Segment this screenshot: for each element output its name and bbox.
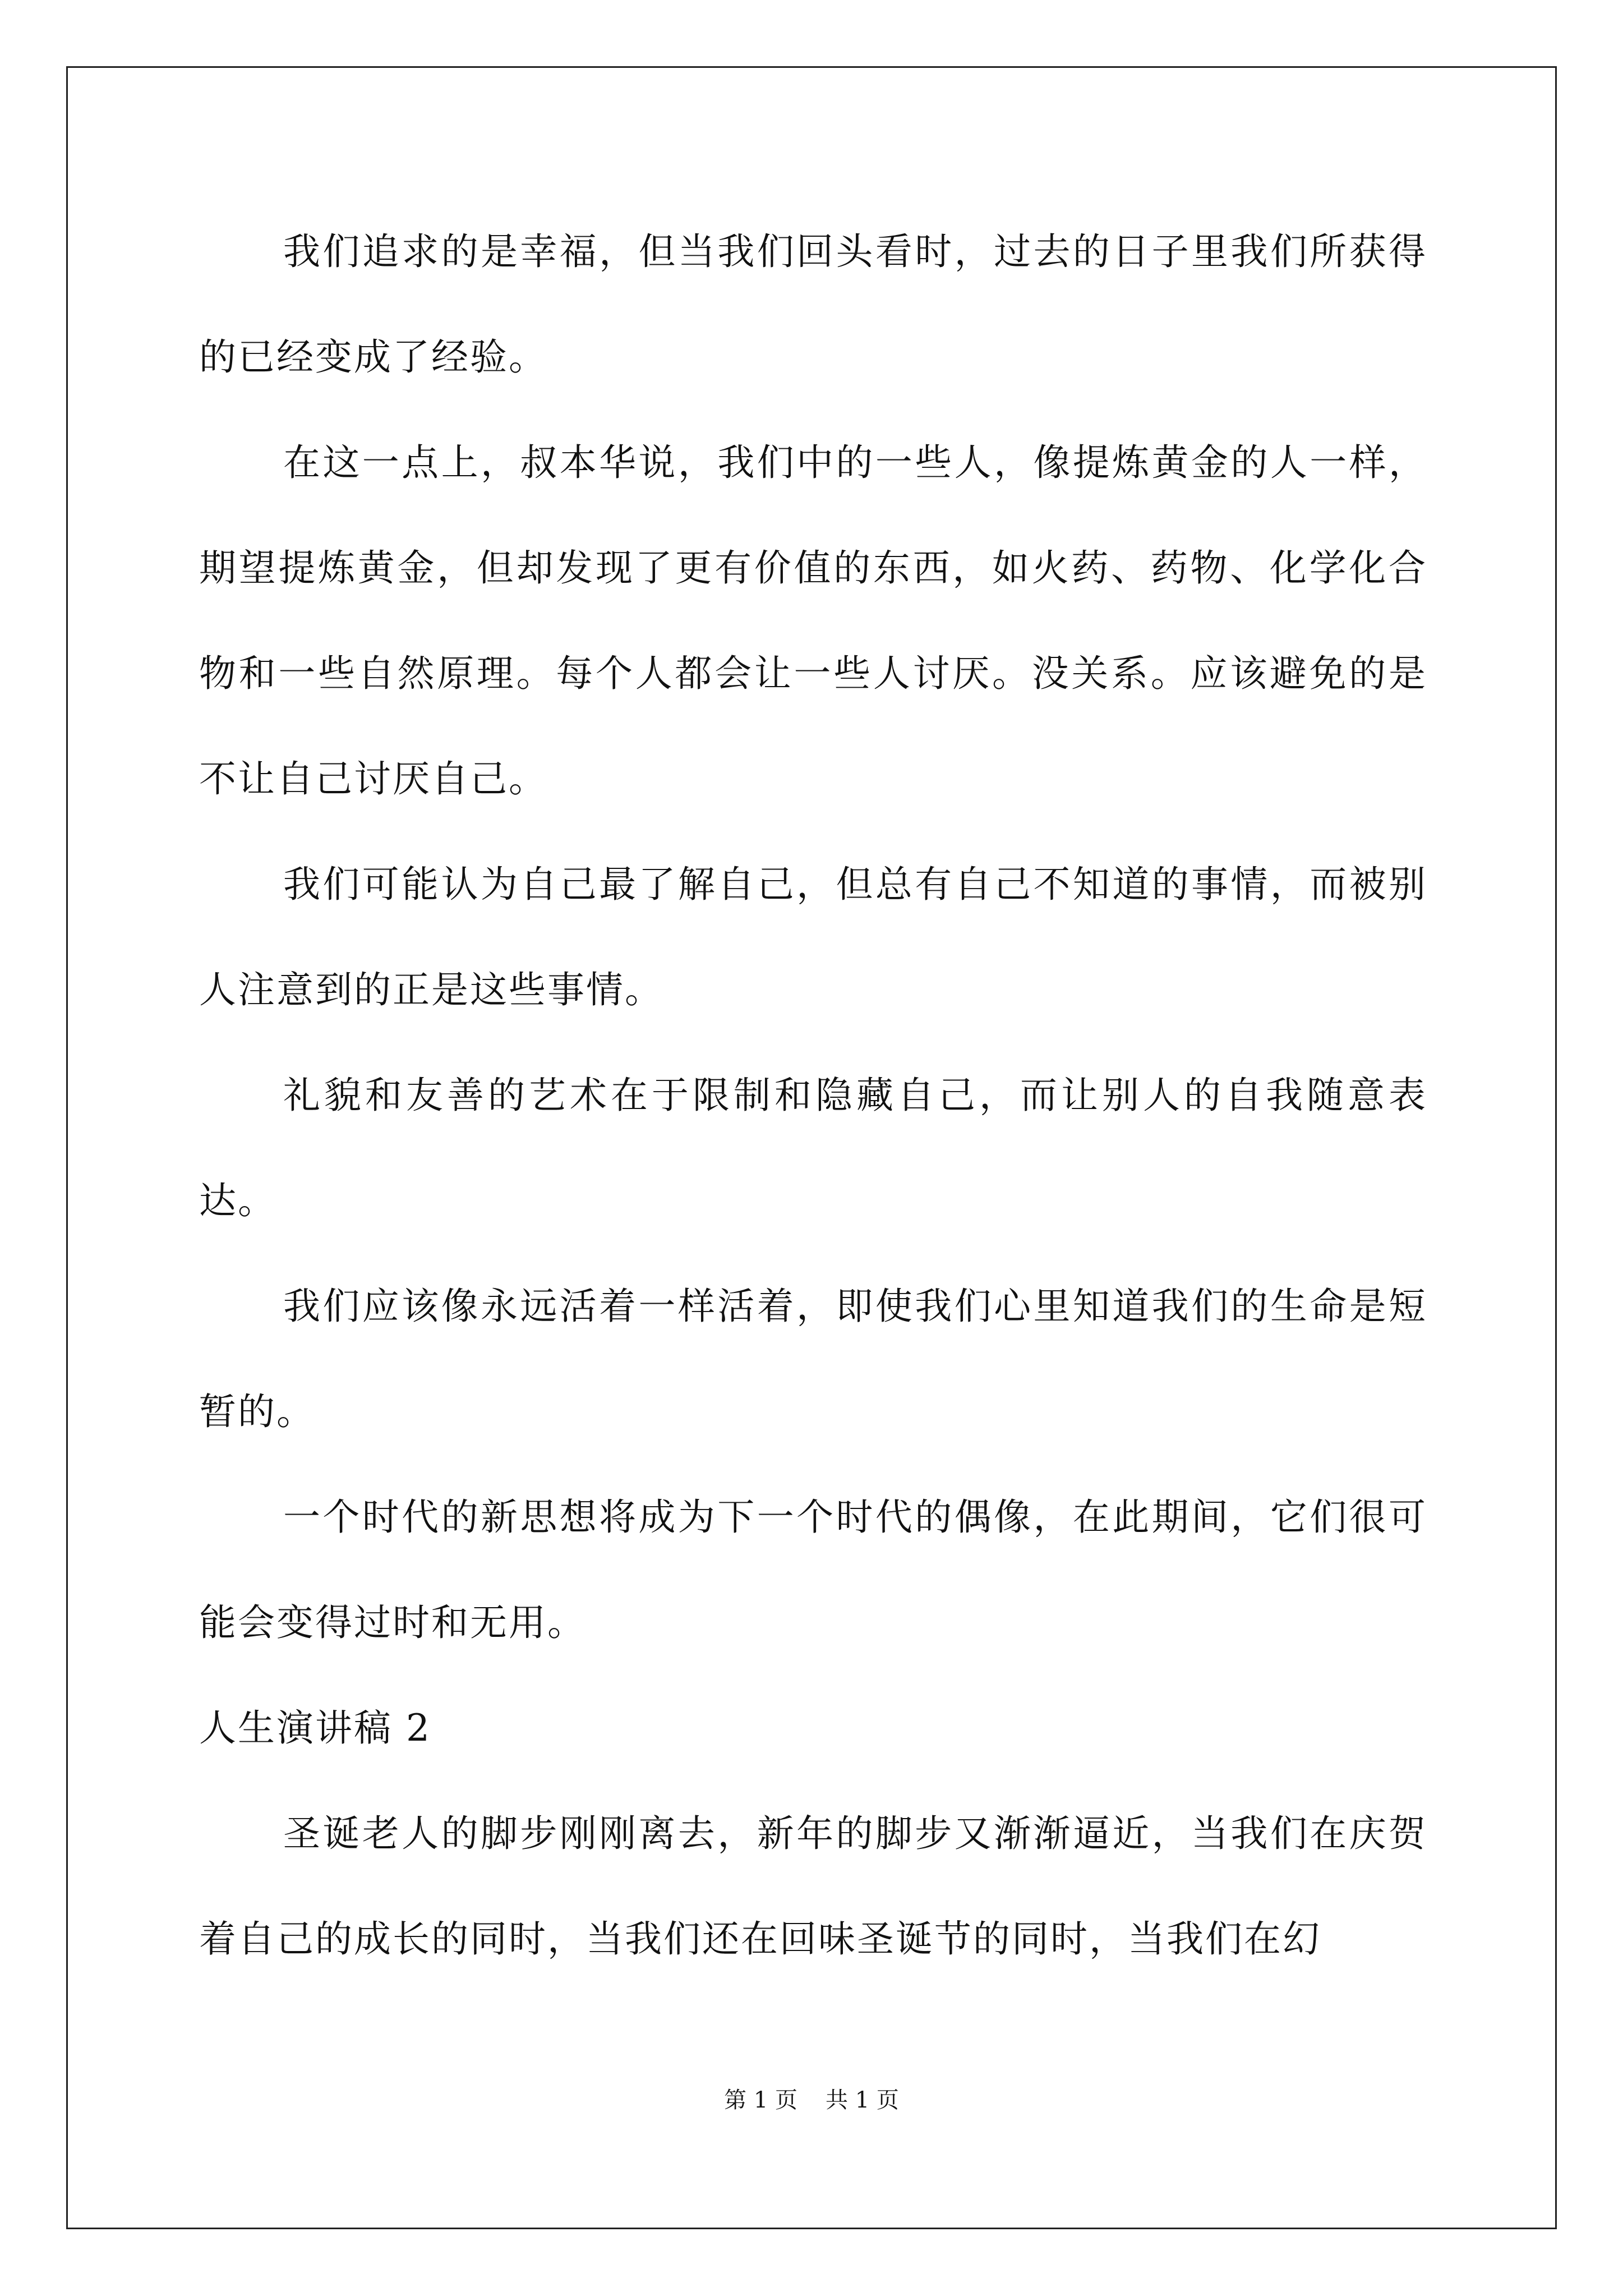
paragraph: 我们追求的是幸福，但当我们回头看时，过去的日子里我们所获得的已经变成了经验。 [199, 230, 1427, 379]
paragraph: 礼貌和友善的艺术在于限制和隐藏自己，而让别人的自我随意表达。 [199, 1074, 1427, 1222]
paragraph: 我们可能认为自己最了解自己，但总有自己不知道的事情，而被别人注意到的正是这些事情。 [199, 863, 1427, 1011]
page-number-current: 第 1 页 [724, 2087, 797, 2113]
page-footer [0, 2083, 1623, 2117]
paragraph: 在这一点上，叔本华说，我们中的一些人，像提炼黄金的人一样，期望提炼黄金，但却发现了更有价值的东西，如火药、药物、化学化合物和一些自然原理。每个人都会让一些人讨厌。没关系。应该避免的是不让自己讨厌自己。 [199, 441, 1427, 800]
paragraph: 圣诞老人的脚步刚刚离去，新年的脚步又渐渐逼近，当我们在庆贺着自己的成长的同时，当我们还在回味圣诞节的同时，当我们在幻 [199, 1812, 1427, 1961]
paragraph: 我们应该像永远活着一样活着，即使我们心里知道我们的生命是短暂的。 [199, 1285, 1427, 1433]
page-number-total: 共 1 页 [826, 2087, 899, 2113]
section-heading: 人生演讲稿 2 [199, 1706, 431, 1750]
paragraph: 一个时代的新思想将成为下一个时代的偶像，在此期间，它们很可能会变得过时和无用。 [199, 1496, 1427, 1644]
document-body [199, 199, 1427, 1992]
